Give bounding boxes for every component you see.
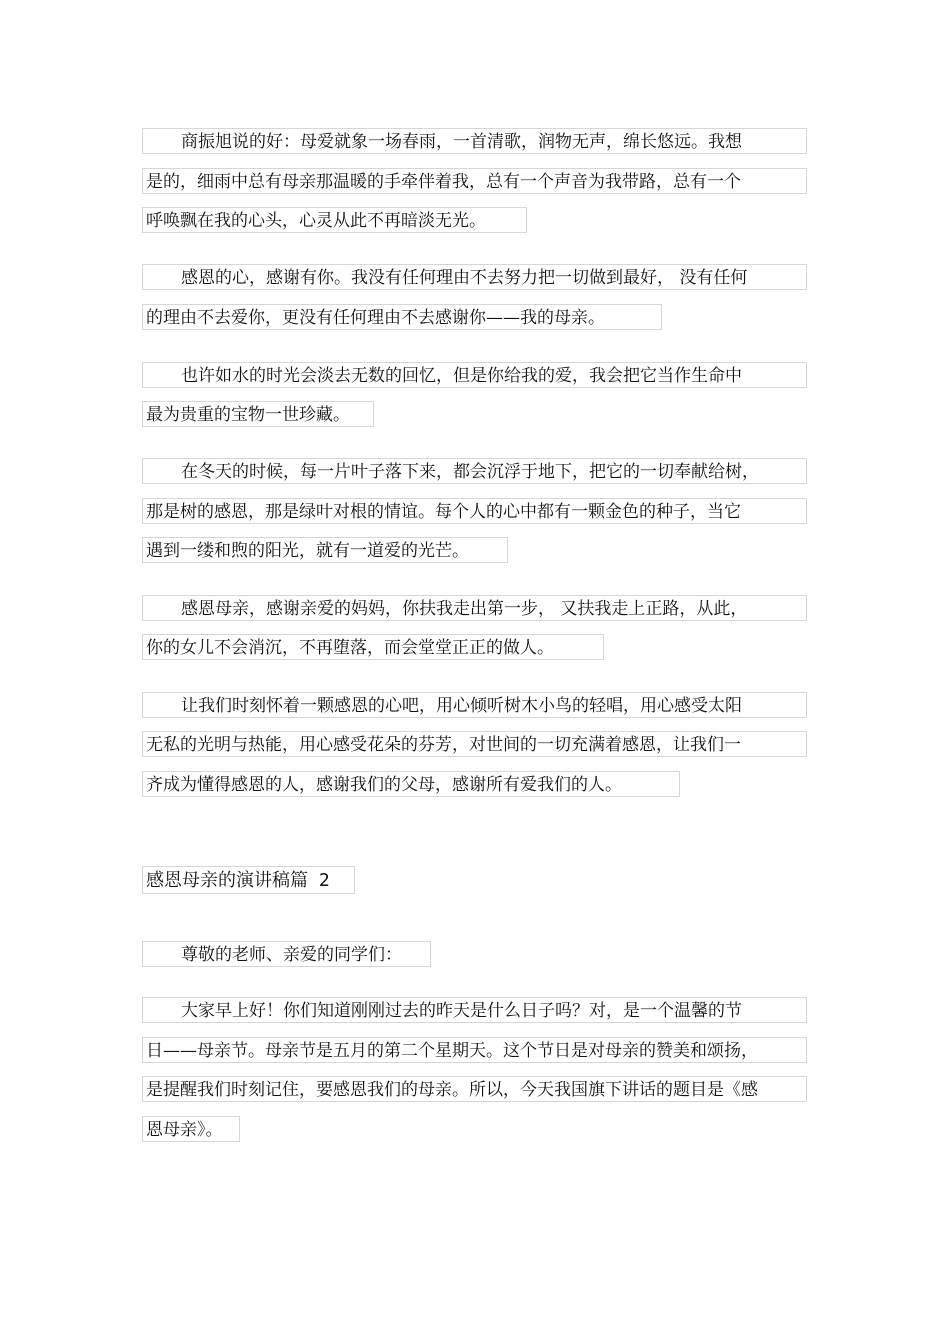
paragraph-2-line-2: 的理由不去爱你，更没有任何理由不去感谢你——我的母亲。 — [142, 304, 662, 330]
paragraph-1-line-3: 呼唤飘在我的心头，心灵从此不再暗淡无光。 — [142, 207, 527, 233]
paragraph-4-line-3: 遇到一缕和煦的阳光，就有一道爱的光芒。 — [142, 537, 508, 563]
paragraph-4-line-1: 在冬天的时候，每一片叶子落下来，都会沉浮于地下，把它的一切奉献给树， — [142, 458, 807, 484]
speech-paragraph-line-4: 恩母亲》。 — [142, 1116, 240, 1142]
speech-paragraph-line-2: 日——母亲节。母亲节是五月的第二个星期天。这个节日是对母亲的赞美和颂扬， — [142, 1037, 807, 1063]
paragraph-3-line-1: 也许如水的时光会淡去无数的回忆，但是你给我的爱，我会把它当作生命中 — [142, 362, 807, 388]
section-heading: 感恩母亲的演讲稿篇 2 — [142, 866, 355, 894]
paragraph-5-line-1: 感恩母亲，感谢亲爱的妈妈，你扶我走出第一步， 又扶我走上正路，从此， — [142, 595, 807, 621]
speech-paragraph-line-3: 是提醒我们时刻记住，要感恩我们的母亲。所以，今天我国旗下讲话的题目是《感 — [142, 1076, 807, 1102]
paragraph-4-line-2: 那是树的感恩，那是绿叶对根的情谊。每个人的心中都有一颗金色的种子，当它 — [142, 498, 807, 524]
paragraph-6-line-1: 让我们时刻怀着一颗感恩的心吧，用心倾听树木小鸟的轻唱，用心感受太阳 — [142, 692, 807, 718]
paragraph-6-line-3: 齐成为懂得感恩的人，感谢我们的父母，感谢所有爱我们的人。 — [142, 771, 680, 797]
salutation: 尊敬的老师、亲爱的同学们： — [142, 941, 431, 967]
paragraph-6-line-2: 无私的光明与热能，用心感受花朵的芬芳，对世间的一切充满着感恩，让我们一 — [142, 731, 807, 757]
paragraph-5-line-2: 你的女儿不会消沉，不再堕落，而会堂堂正正的做人。 — [142, 634, 604, 660]
paragraph-3-line-2: 最为贵重的宝物一世珍藏。 — [142, 401, 374, 427]
paragraph-1-line-1: 商振旭说的好：母爱就象一场春雨，一首清歌，润物无声，绵长悠远。我想 — [142, 128, 807, 154]
speech-paragraph-line-1: 大家早上好！你们知道刚刚过去的昨天是什么日子吗？对，是一个温馨的节 — [142, 997, 807, 1023]
paragraph-2-line-1: 感恩的心，感谢有你。我没有任何理由不去努力把一切做到最好， 没有任何 — [142, 264, 807, 290]
paragraph-1-line-2: 是的，细雨中总有母亲那温暖的手牵伴着我，总有一个声音为我带路，总有一个 — [142, 168, 807, 194]
